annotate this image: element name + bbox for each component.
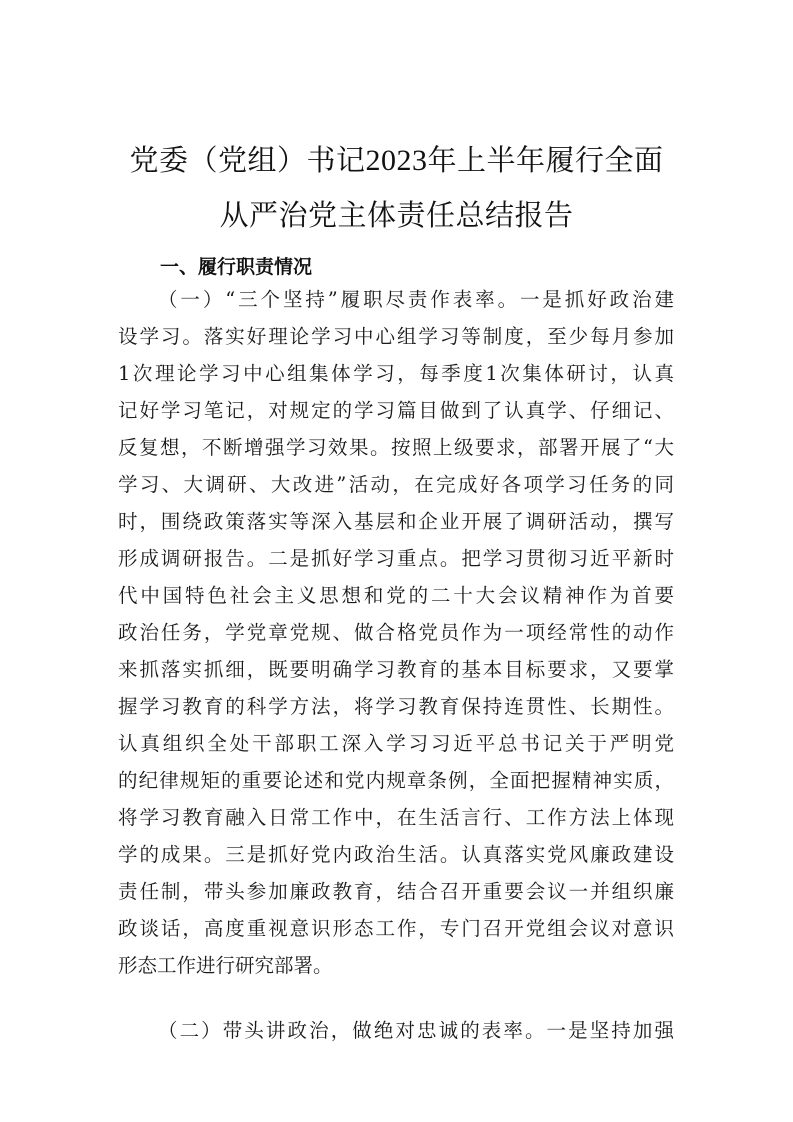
body-line: 政谈话，高度重视意识形态工作，专门召开党组会议对意识: [118, 917, 674, 940]
body-line: 责任制，带头参加廉政教育，结合召开重要会议一并组织廉: [118, 880, 674, 903]
body-line: 政治任务，学党章党规、做合格党员作为一项经常性的动作: [118, 621, 674, 644]
body-line: 记好学习笔记，对规定的学习篇目做到了认真学、仔细记、: [118, 399, 674, 422]
body-line: 握学习教育的科学方法，将学习教育保持连贯性、长期性。: [118, 695, 674, 718]
title-part-a: 党委（党组）书记: [129, 143, 366, 177]
title-year: 2023: [365, 144, 428, 177]
section-heading: 一、履行职责情况: [160, 256, 313, 278]
body-line: （二）带头讲政治，做绝对忠诚的表率。一是坚持加强: [158, 1019, 674, 1042]
document-title-line-1: [0, 138, 793, 179]
body-line: 来抓落实抓细，既要明确学习教育的基本目标要求，又要掌: [118, 658, 674, 681]
body-line: 反复想，不断增强学习效果。按照上级要求，部署开展了“大: [118, 436, 674, 459]
body-line: 设学习。落实好理论学习中心组学习等制度，至少每月参加: [118, 325, 674, 348]
body-line: （一）“三个坚持”履职尽责作表率。一是抓好政治建: [158, 288, 674, 311]
body-line: 学的成果。三是抓好党内政治生活。认真落实党风廉政建设: [118, 843, 674, 866]
body-line: 形成调研报告。二是抓好学习重点。把学习贯彻习近平新时: [118, 547, 674, 570]
body-line: 学习、大调研、大改进”活动，在完成好各项学习任务的同: [118, 473, 674, 496]
body-line: 认真组织全处干部职工深入学习习近平总书记关于严明党: [118, 732, 674, 755]
body-line: 形态工作进行研究部署。: [118, 954, 333, 977]
document-title-line-2: 从严治党主体责任总结报告: [219, 198, 574, 232]
title-part-b: 年上半年履行全面: [427, 143, 664, 177]
body-line: 时，围绕政策落实等深入基层和企业开展了调研活动，撰写: [118, 510, 674, 533]
body-line: 将学习教育融入日常工作中，在生活言行、工作方法上体现: [118, 806, 674, 829]
body-line: 代中国特色社会主义思想和党的二十大会议精神作为首要: [118, 584, 674, 607]
body-line: 的纪律规矩的重要论述和党内规章条例，全面把握精神实质，: [118, 769, 674, 792]
body-line: 1次理论学习中心组集体学习，每季度1次集体研讨，认真: [118, 362, 674, 385]
